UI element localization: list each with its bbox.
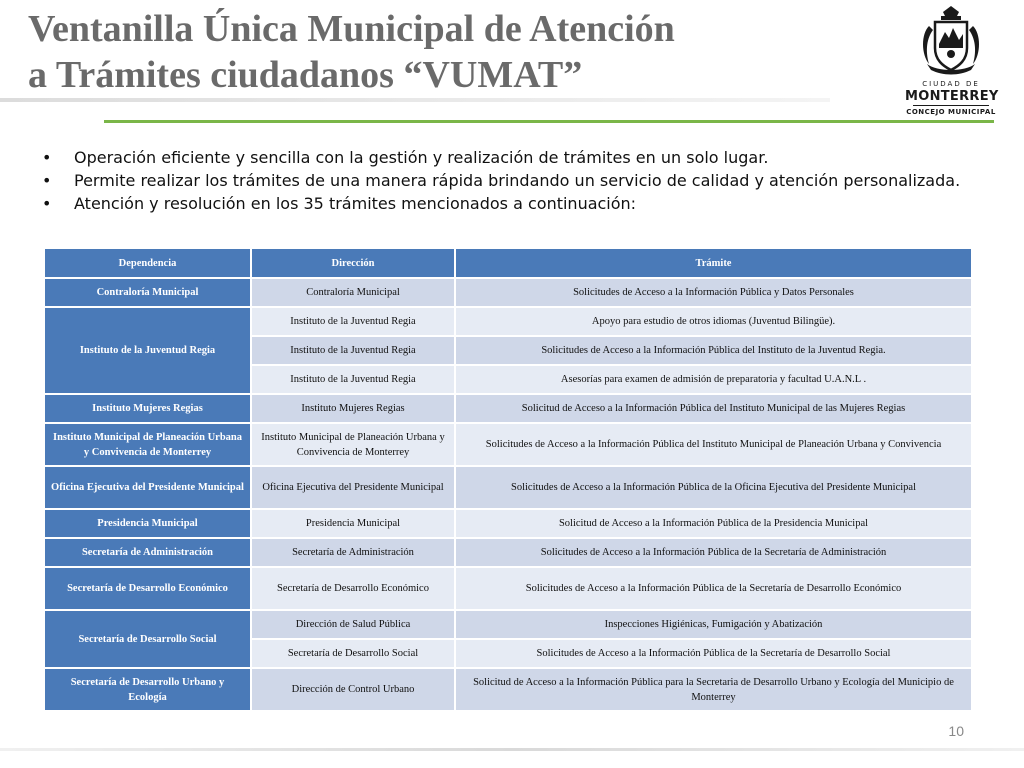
tramite-cell: Solicitudes de Acceso a la Información Pública del Instituto Municipal de Planeación Urbana y Convivencia [456, 424, 971, 465]
direccion-cell: Dirección de Salud Pública [252, 611, 454, 638]
bullet-text: Permite realizar los trámites de una manera rápida brindando un servicio de calidad y atención personalizada. [74, 171, 961, 190]
tramite-cell: Solicitud de Acceso a la Información Pública del Instituto Municipal de las Mujeres Regias [456, 395, 971, 422]
page-number: 10 [948, 723, 964, 739]
bullet-dot: • [42, 148, 52, 167]
direccion-cell: Presidencia Municipal [252, 510, 454, 537]
direccion-cell: Secretaría de Desarrollo Económico [252, 568, 454, 609]
bullet-dot: • [42, 171, 52, 190]
direccion-cell: Secretaría de Desarrollo Social [252, 640, 454, 667]
dependencia-cell: Presidencia Municipal [45, 510, 250, 537]
dependencia-cell: Oficina Ejecutiva del Presidente Municipal [45, 467, 250, 508]
tramite-cell: Solicitud de Acceso a la Información Pública para la Secretaria de Desarrollo Urbano y Ecología del Municipio de Monterrey [456, 669, 971, 710]
logo-name: MONTERREY [905, 89, 999, 104]
bullet-text: Atención y resolución en los 35 trámites mencionados a continuación: [74, 194, 637, 213]
tramite-cell: Solicitudes de Acceso a la Información Pública de la Secretaría de Desarrollo Económico [456, 568, 971, 609]
table-row [45, 669, 971, 710]
bullet-list [42, 146, 972, 215]
table-row [45, 395, 971, 422]
direccion-cell: Secretaría de Administración [252, 539, 454, 566]
direccion-cell: Instituto Mujeres Regias [252, 395, 454, 422]
table-row [45, 539, 971, 566]
tramite-cell: Asesorías para examen de admisión de preparatoria y facultad U.A.N.L . [456, 366, 971, 393]
dependencia-cell: Contraloría Municipal [45, 279, 250, 306]
footer-band [0, 748, 1024, 751]
table-row [45, 308, 971, 335]
bullet-dot: • [42, 194, 52, 213]
tramite-cell: Solicitudes de Acceso a la Información Pública de la Secretaría de Administración [456, 539, 971, 566]
bullet-item [42, 169, 972, 192]
tramite-cell: Solicitudes de Acceso a la Información Pública de la Oficina Ejecutiva del Presidente Municipal [456, 467, 971, 508]
tramite-cell: Inspecciones Higiénicas, Fumigación y Abatización [456, 611, 971, 638]
direccion-cell: Contraloría Municipal [252, 279, 454, 306]
direccion-cell: Dirección de Control Urbano [252, 669, 454, 710]
direccion-cell: Oficina Ejecutiva del Presidente Municipal [252, 467, 454, 508]
title-underlay [0, 98, 830, 102]
tramites-table [43, 247, 973, 712]
table-header-row [45, 249, 971, 277]
direccion-cell: Instituto de la Juventud Regia [252, 366, 454, 393]
tramite-cell: Solicitudes de Acceso a la Información Pública de la Secretaría de Desarrollo Social [456, 640, 971, 667]
tramite-cell: Solicitudes de Acceso a la Información Pública y Datos Personales [456, 279, 971, 306]
bullet-text: Operación eficiente y sencilla con la gestión y realización de trámites en un solo lugar. [74, 148, 769, 167]
direccion-cell: Instituto de la Juventud Regia [252, 337, 454, 364]
logo-city-label: CIUDAD DE [922, 80, 980, 88]
table-row [45, 611, 971, 638]
title-divider [104, 120, 994, 123]
logo-subtitle: CONCEJO MUNICIPAL [906, 108, 996, 116]
coat-of-arms-icon [919, 4, 983, 76]
dependencia-cell: Secretaría de Desarrollo Económico [45, 568, 250, 609]
table-row [45, 467, 971, 508]
table-row [45, 424, 971, 465]
tramite-cell: Solicitud de Acceso a la Información Pública de la Presidencia Municipal [456, 510, 971, 537]
dependencia-cell: Instituto de la Juventud Regia [45, 308, 250, 393]
bullet-item [42, 146, 972, 169]
monterrey-logo [905, 4, 997, 118]
dependencia-cell: Secretaría de Administración [45, 539, 250, 566]
title-line-2: a Trámites ciudadanos “VUMAT” [28, 54, 583, 96]
logo-divider [913, 105, 989, 106]
title-line-1: Ventanilla Única Municipal de Atención [28, 8, 675, 50]
table-row [45, 568, 971, 609]
slide-title [28, 6, 848, 98]
direccion-cell: Instituto de la Juventud Regia [252, 308, 454, 335]
direccion-cell: Instituto Municipal de Planeación Urbana y Convivencia de Monterrey [252, 424, 454, 465]
dependencia-cell: Secretaría de Desarrollo Social [45, 611, 250, 667]
header-dependencia: Dependencia [45, 249, 250, 277]
table-row [45, 279, 971, 306]
tramite-cell: Apoyo para estudio de otros idiomas (Juventud Bilingüe). [456, 308, 971, 335]
dependencia-cell: Instituto Mujeres Regias [45, 395, 250, 422]
dependencia-cell: Instituto Municipal de Planeación Urbana y Convivencia de Monterrey [45, 424, 250, 465]
bullet-item [42, 192, 972, 215]
header-tramite: Trámite [456, 249, 971, 277]
dependencia-cell: Secretaría de Desarrollo Urbano y Ecología [45, 669, 250, 710]
header-direccion: Dirección [252, 249, 454, 277]
tramite-cell: Solicitudes de Acceso a la Información Pública del Instituto de la Juventud Regia. [456, 337, 971, 364]
table-row [45, 510, 971, 537]
